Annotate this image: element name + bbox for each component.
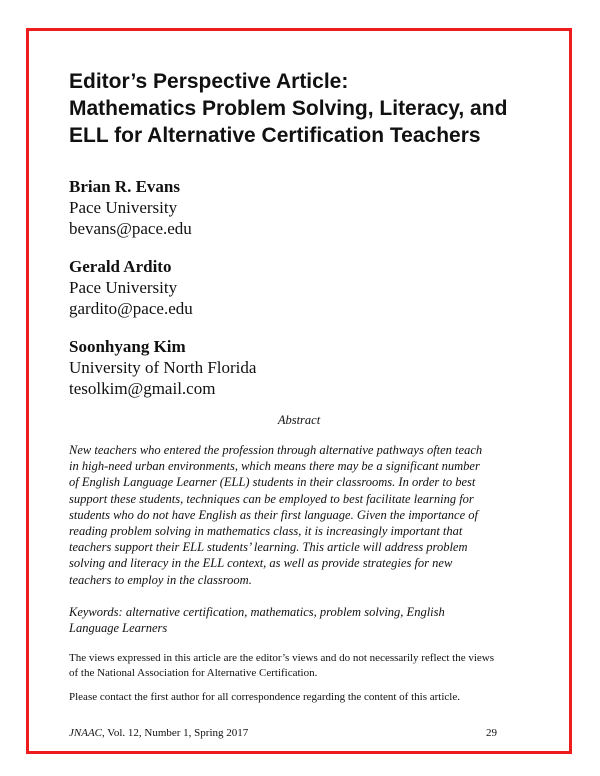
abstract-line: New teachers who entered the profession through alternative pathways often teach (69, 443, 483, 457)
abstract-line: students who do not have English as their first language. Given the importance of (69, 507, 478, 522)
author-name: Brian R. Evans (69, 177, 180, 196)
author-block-3 (69, 336, 469, 399)
keywords-line: Keywords: alternative certification, mathematics, problem solving, English (69, 605, 445, 619)
author-email: bevans@pace.edu (69, 219, 192, 238)
abstract-heading: Abstract (277, 413, 321, 427)
author-block-2 (69, 256, 469, 319)
author-name: Gerald Ardito (69, 257, 172, 276)
author-affiliation: Pace University (69, 278, 178, 297)
abstract-body (69, 442, 531, 588)
author-email: gardito@pace.edu (69, 299, 193, 318)
abstract-line: solving and literacy in the ELL context, as well as provide strategies for new (69, 556, 453, 571)
journal-issue: , Vol. 12, Number 1, Spring 2017 (102, 727, 249, 739)
disclaimer-note (69, 651, 531, 681)
author-affiliation: University of North Florida (69, 358, 257, 377)
page-number: 29 (486, 727, 497, 739)
abstract-line: of English Language Learner (ELL) students in their classrooms. In order to best (69, 475, 476, 490)
author-name: Soonhyang Kim (69, 337, 186, 356)
title-line: Editor’s Perspective Article: (69, 70, 349, 93)
keywords-line: Language Learners (69, 621, 168, 636)
abstract-line: support these students, techniques can be employed to best facilitate learning for (69, 491, 474, 506)
title-line: ELL for Alternative Certification Teachers (69, 124, 481, 147)
article-title (69, 68, 539, 149)
author-email: tesolkim@gmail.com (69, 379, 216, 398)
contact-note (69, 690, 531, 705)
abstract-line: teachers to employ in the classroom. (69, 572, 252, 587)
journal-name: JNAAC (69, 727, 102, 739)
page-footer (69, 727, 497, 739)
author-affiliation: Pace University (69, 198, 178, 217)
abstract-line: teachers support their ELL students’ learning. This article will address problem (69, 540, 468, 555)
disclaimer-line: of the National Association for Alternative Certification. (69, 667, 318, 679)
abstract-line: reading problem solving in mathematics class, it is increasingly important that (69, 524, 463, 539)
title-line: Mathematics Problem Solving, Literacy, and (69, 97, 508, 120)
keywords (69, 604, 531, 636)
contact-line: Please contact the first author for all correspondence regarding the content of this article. (69, 691, 460, 703)
disclaimer-line: The views expressed in this article are the editor’s views and do not necessarily reflect the views (69, 652, 494, 664)
author-block-1 (69, 176, 469, 239)
abstract-line: in high-need urban environments, which means there may be a significant number (69, 459, 480, 474)
